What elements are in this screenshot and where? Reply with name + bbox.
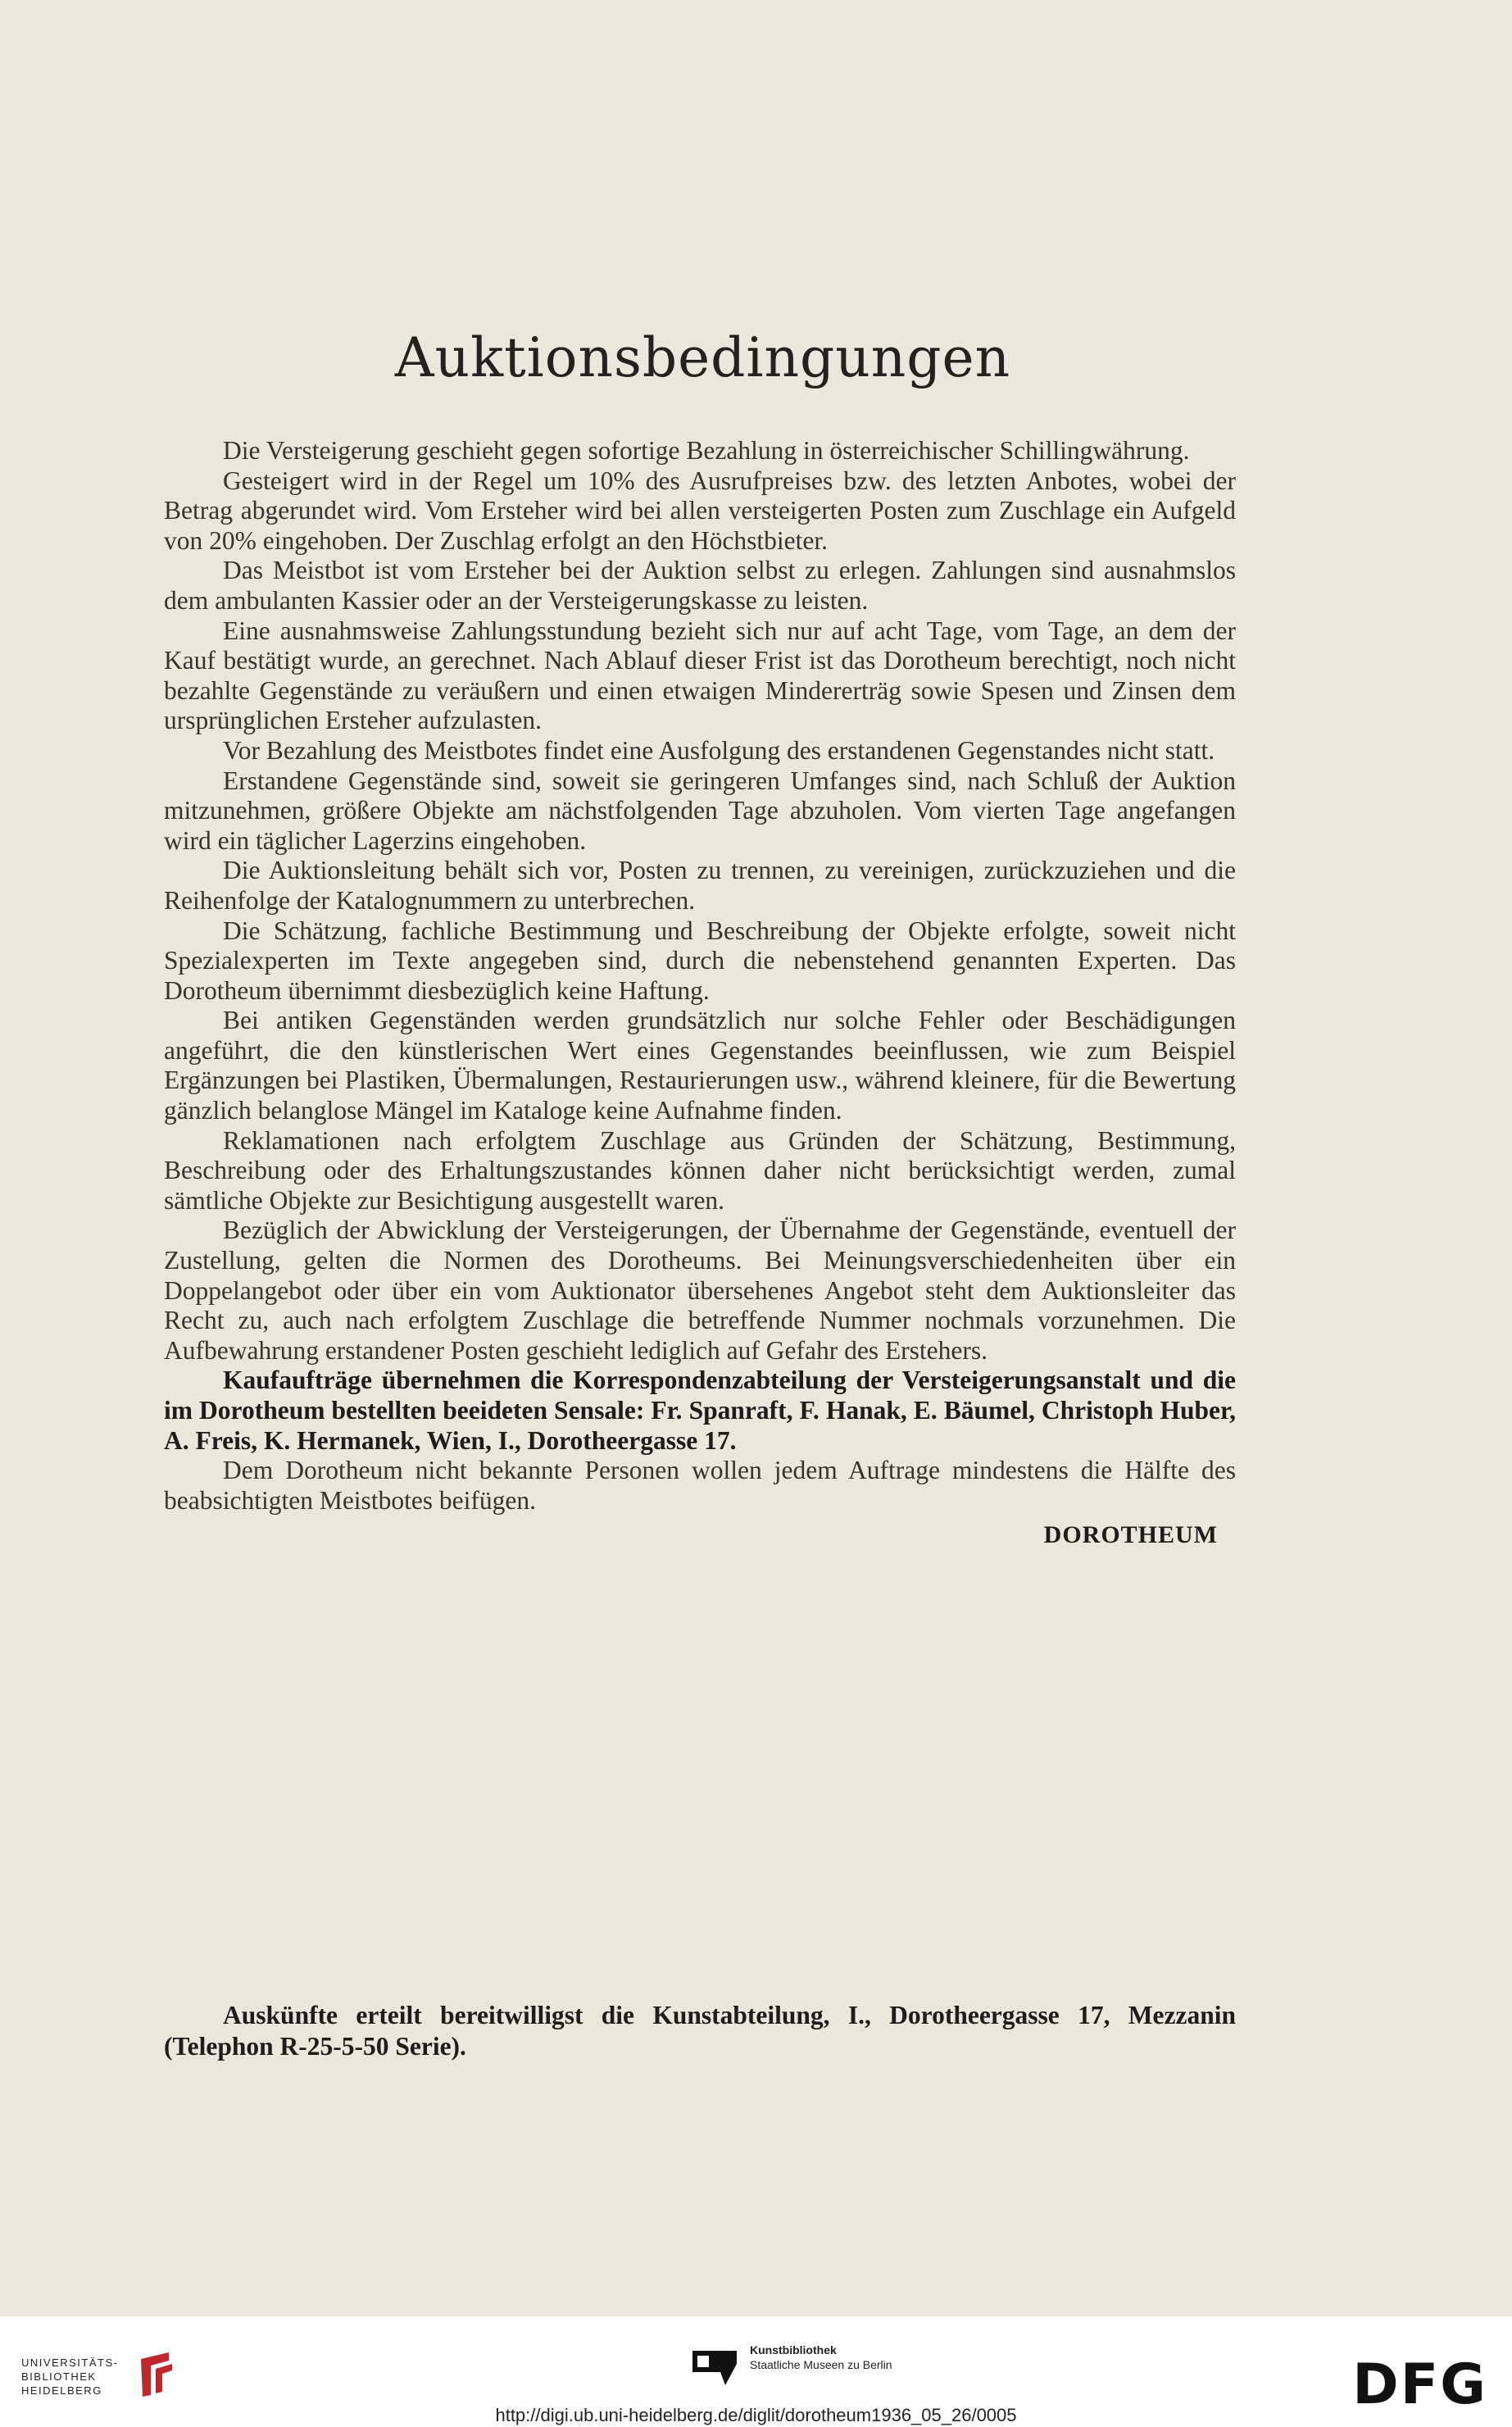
paragraph: Bezüglich der Abwicklung der Versteigerungen, der Übernahme der Gegenstände, eventuell der Zustellung, gelten die Normen des Dorotheums. Bei Meinungsverschiedenheiten über ein Doppelangebot oder über ein vom Auktionator übersehenes Angebot steht dem Auktionsleiter das Recht zu, auch nach erfolgtem Zuschlage die betreffende Nummer nochmals vorzunehmen. Die Aufbewahrung erstandener Posten geschieht lediglich auf Gefahr des Erstehers.	[164, 1216, 1236, 1365]
university-line: HEIDELBERG	[21, 2384, 102, 2397]
paragraph: Gesteigert wird in der Regel um 10% des Ausrufpreises bzw. des letzten Anbotes, wobei der Betrag abgerundet wird. Vom Ersteher wird bei allen versteigerten Posten zum Zuschlage ein Aufgeld von 20% eingehoben. Der Zuschlag erfolgt an den Höchstbieter.	[164, 466, 1236, 555]
document-title: Auktionsbedingungen	[394, 326, 1011, 389]
source-url-link[interactable]: http://digi.ub.uni-heidelberg.de/diglit/dorotheum1936_05_26/0005	[495, 2405, 1017, 2425]
paragraph: Reklamationen nach erfolgtem Zuschlage aus Gründen der Schätzung, Bestimmung, Beschreibung oder des Erhaltungszustandes können daher nicht berücksichtigt werden, zumal sämtliche Objekte zur Besichtigung ausgestellt waren.	[164, 1125, 1236, 1215]
university-library-name	[21, 2356, 118, 2397]
heidelberg-mark-icon	[136, 2349, 177, 2398]
signature: DOROTHEUM	[1043, 1521, 1218, 1549]
kunstbibliothek-name: Kunstbibliothek	[750, 2343, 837, 2357]
dfg-logo[interactable]: DFG	[1352, 2352, 1487, 2417]
kunstbibliothek-subtitle: Staatliche Museen zu Berlin	[750, 2358, 892, 2371]
paragraph: Die Versteigerung geschieht gegen sofortige Bezahlung in österreichischer Schillingwährung.	[223, 436, 1190, 465]
kunstbibliothek-text	[750, 2343, 892, 2372]
university-line: BIBLIOTHEK	[21, 2370, 97, 2383]
university-line: UNIVERSITÄTS-	[21, 2357, 119, 2369]
info-line: Auskünfte erteilt bereitwilligst die Kunstabteilung, I., Dorotheergasse 17, Mezzanin (Telephon R-25-5-50 Serie).	[164, 2001, 1236, 2061]
document-body	[164, 436, 1236, 1551]
paragraph: Das Meistbot ist vom Ersteher bei der Auktion selbst zu erlegen. Zahlungen sind ausnahmslos dem ambulanten Kassier oder an der Versteigerungskasse zu leisten.	[164, 556, 1236, 615]
footer-bar	[0, 2316, 1512, 2427]
paragraph: Bei antiken Gegenständen werden grundsätzlich nur solche Fehler oder Beschädigungen angeführt, die den künstlerischen Wert eines Gegenstandes beeinflussen, wie zum Beispiel Ergänzungen bei Plastiken, Übermalungen, Restaurierungen usw., während kleinere, für die Bewertung gänzlich belanglose Mängel im Kataloge keine Aufnahme finden.	[164, 1006, 1236, 1125]
paragraph: Vor Bezahlung des Meistbotes findet eine Ausfolgung des erstandenen Gegenstandes nicht statt.	[223, 735, 1215, 765]
paragraph: Eine ausnahmsweise Zahlungsstundung bezieht sich nur auf acht Tage, vom Tage, an dem der Kauf bestätigt wurde, an gerechnet. Nach Ablauf dieser Frist ist das Dorotheum berechtigt, noch nicht bezahlte Gegenstände zu veräußern und einen etwaigen Mindererträg sowie Spesen und Zinsen dem ursprünglichen Ersteher aufzulasten.	[164, 616, 1236, 735]
kunstbibliothek-logo[interactable]	[692, 2339, 938, 2397]
paragraph: Die Auktionsleitung behält sich vor, Posten zu trennen, zu vereinigen, zurückzuziehen und die Reihenfolge der Katalognummern zu unterbrechen.	[164, 856, 1236, 915]
paragraph: Die Schätzung, fachliche Bestimmung und Beschreibung der Objekte erfolgte, soweit nicht Spezialexperten im Texte angegeben sind, durch die nebenstehend genannten Experten. Das Dorotheum übernimmt diesbezüglich keine Haftung.	[164, 916, 1236, 1005]
paragraph: Erstandene Gegenstände sind, soweit sie geringeren Umfanges sind, nach Schluß der Auktion mitzunehmen, größere Objekte am nächstfolgenden Tage abzuholen. Vom vierten Tage angefangen wird ein täglicher Lagerzins eingehoben.	[164, 766, 1236, 855]
closing-paragraph: Dem Dorotheum nicht bekannte Personen wollen jedem Auftrage mindestens die Hälfte des beabsichtigten Meistbotes beifügen.	[164, 1456, 1236, 1515]
bold-paragraph: Kaufaufträge übernehmen die Korrespondenzabteilung der Versteigerungsanstalt und die im Dorotheum bestellten beeideten Sensale: Fr. Spanraft, F. Hanak, E. Bäumel, Christoph Huber, A. Freis, K. Hermanek, Wien, I., Dorotheergasse 17.	[164, 1366, 1236, 1455]
kunstbibliothek-mark-icon	[692, 2346, 737, 2387]
